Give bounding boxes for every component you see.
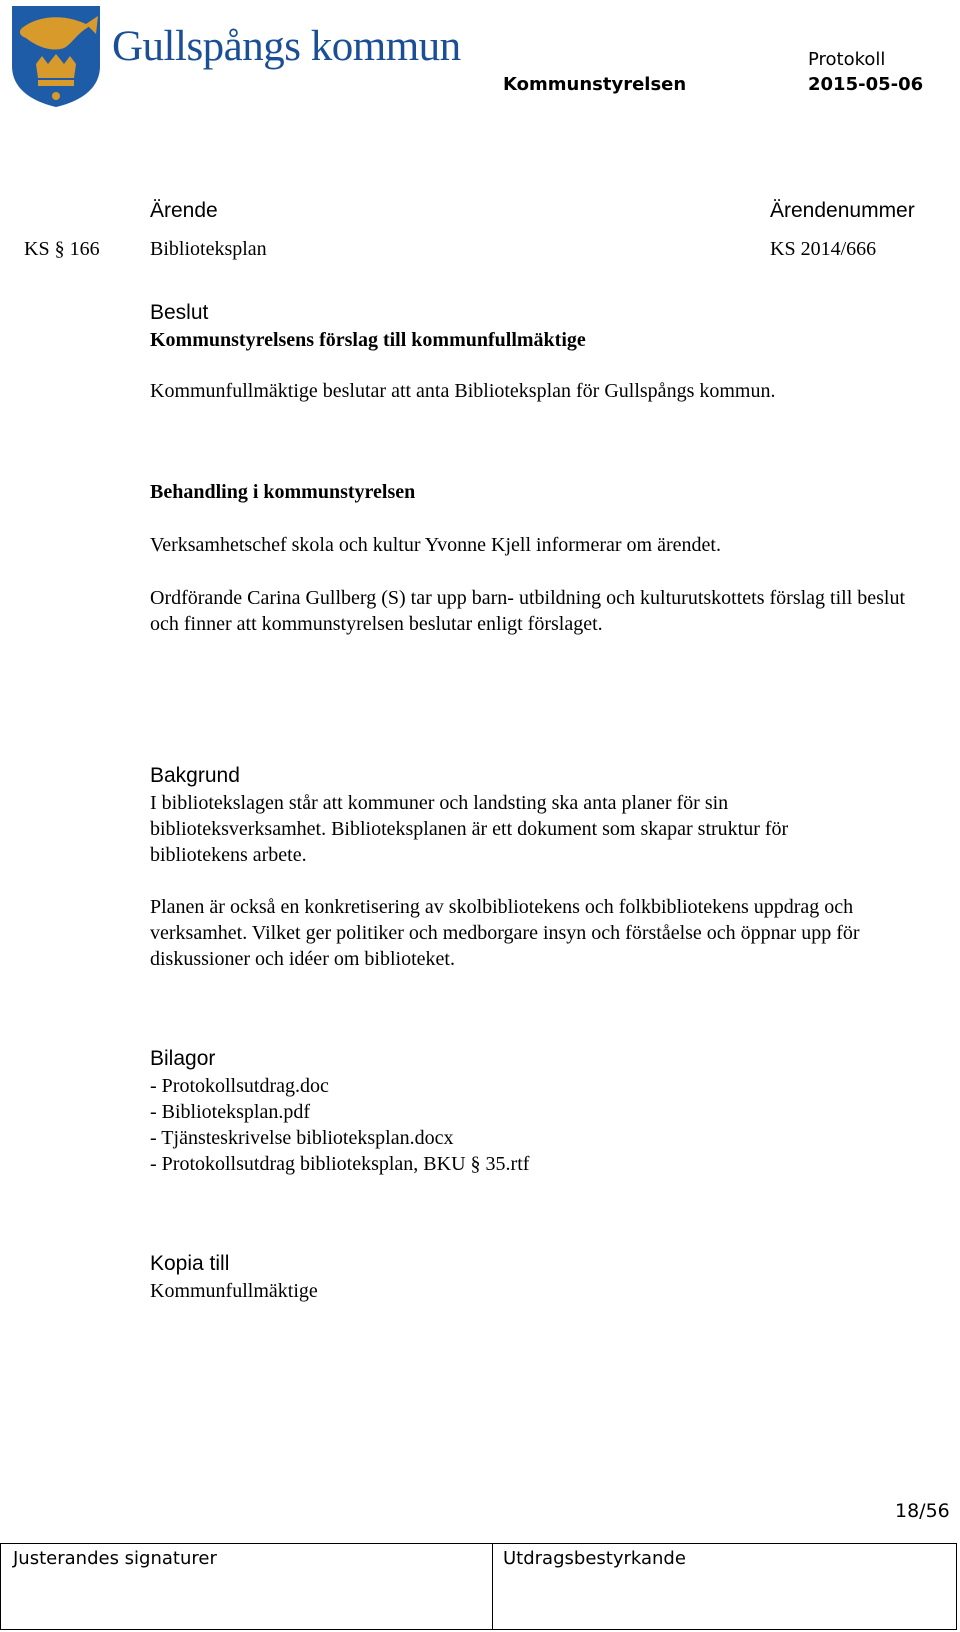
signature-table (0, 1543, 957, 1630)
organization-name: Kommunstyrelsen (503, 74, 687, 95)
case-paragraph: KS § 166 (24, 238, 100, 260)
proceedings-paragraph: Ordförande Carina Gullberg (S) tar upp barn- utbildning och kulturutskottets förslag till beslut och finner att kommunstyrelsen beslutar enligt förslaget. (150, 587, 906, 635)
background-paragraph: I bibliotekslagen står att kommuner och landsting ska anta planer för sin biblioteksverksamhet. Biblioteksplanen är ett dokument som skapar struktur för bibliotekens arbete. (150, 792, 789, 866)
municipality-name: Gullspångs kommun (112, 23, 461, 70)
attachment-item: - Biblioteksplan.pdf (150, 1101, 310, 1123)
document-type: Protokoll (808, 49, 886, 70)
page-number: 18/56 (895, 1500, 950, 1522)
proceedings-paragraph: Verksamhetschef skola och kultur Yvonne Kjell informerar om ärendet. (150, 534, 721, 556)
case-number-label: Ärendenummer (770, 199, 915, 222)
municipality-crest-icon (10, 4, 102, 108)
copy-to-recipient: Kommunfullmäktige (150, 1280, 318, 1302)
attachment-item: - Protokollsutdrag.doc (150, 1075, 329, 1097)
attachments-list (150, 1073, 529, 1177)
case-title: Biblioteksplan (150, 238, 267, 260)
background-label: Bakgrund (150, 764, 240, 787)
proceedings-heading: Behandling i kommunstyrelsen (150, 481, 416, 503)
signatures-label: Justerandes signaturer (13, 1548, 217, 1569)
attachment-item: - Tjänsteskrivelse biblioteksplan.docx (150, 1127, 454, 1149)
attachments-label: Bilagor (150, 1047, 216, 1070)
copy-to-label: Kopia till (150, 1252, 230, 1275)
signature-divider (492, 1544, 493, 1629)
meeting-date: 2015-05-06 (808, 74, 924, 95)
attachment-item: - Protokollsutdrag biblioteksplan, BKU § 35.rtf (150, 1153, 530, 1175)
background-paragraph: Planen är också en konkretisering av skolbibliotekens och folkbibliotekens uppdrag och verksamhet. Vilket ger politiker och medborgare insyn och förståelse och öppnar upp för diskussioner och idéer om biblioteket. (150, 896, 860, 970)
decision-heading: Kommunstyrelsens förslag till kommunfullmäktige (150, 329, 586, 351)
decision-label: Beslut (150, 301, 209, 324)
decision-text: Kommunfullmäktige beslutar att anta Biblioteksplan för Gullspångs kommun. (150, 380, 776, 402)
case-label: Ärende (150, 199, 218, 222)
case-number: KS 2014/666 (770, 238, 877, 260)
extract-certification-label: Utdragsbestyrkande (503, 1548, 686, 1569)
